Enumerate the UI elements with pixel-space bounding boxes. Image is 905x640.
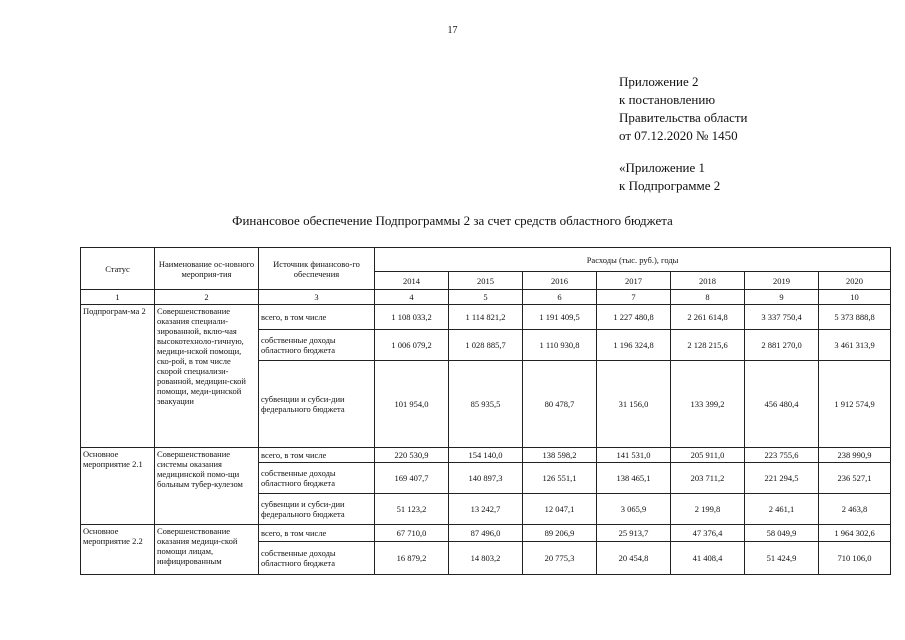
value-cell: 220 530,9 (375, 448, 449, 463)
annex-line-3: Правительства области (619, 110, 748, 125)
header-year: 2015 (449, 272, 523, 290)
source-cell: субвенции и субси-дии федерального бюджета (259, 361, 375, 448)
source-cell: всего, в том числе (259, 448, 375, 463)
value-cell: 20 775,3 (523, 542, 597, 575)
value-cell: 140 897,3 (449, 463, 523, 494)
value-cell: 89 206,9 (523, 525, 597, 542)
value-cell: 238 990,9 (819, 448, 891, 463)
value-cell: 58 049,9 (745, 525, 819, 542)
value-cell: 101 954,0 (375, 361, 449, 448)
value-cell: 221 294,5 (745, 463, 819, 494)
value-cell: 41 408,4 (671, 542, 745, 575)
column-index: 7 (597, 290, 671, 305)
value-cell: 51 424,9 (745, 542, 819, 575)
header-year: 2014 (375, 272, 449, 290)
value-cell: 25 913,7 (597, 525, 671, 542)
value-cell: 20 454,8 (597, 542, 671, 575)
value-cell: 51 123,2 (375, 494, 449, 525)
value-cell: 1 114 821,2 (449, 305, 523, 330)
value-cell: 1 191 409,5 (523, 305, 597, 330)
measure-name-cell: Совершенствование системы оказания медицинской помо-щи больным тубер-кулезом (155, 448, 259, 525)
value-cell: 2 261 614,8 (671, 305, 745, 330)
table-row (81, 525, 891, 542)
source-cell: собственные доходы областного бюджета (259, 330, 375, 361)
value-cell: 126 551,1 (523, 463, 597, 494)
value-cell: 141 531,0 (597, 448, 671, 463)
value-cell: 12 047,1 (523, 494, 597, 525)
header-year: 2017 (597, 272, 671, 290)
table-row (81, 305, 891, 330)
value-cell: 2 199,8 (671, 494, 745, 525)
source-cell: всего, в том числе (259, 305, 375, 330)
value-cell: 3 461 313,9 (819, 330, 891, 361)
value-cell: 2 881 270,0 (745, 330, 819, 361)
value-cell: 138 598,2 (523, 448, 597, 463)
column-index: 3 (259, 290, 375, 305)
column-index: 4 (375, 290, 449, 305)
column-index: 10 (819, 290, 891, 305)
status-cell: Подпрограм-ма 2 (81, 305, 155, 448)
value-cell: 16 879,2 (375, 542, 449, 575)
header-name: Наименование ос-новного мероприя-тия (155, 248, 259, 290)
value-cell: 87 496,0 (449, 525, 523, 542)
value-cell: 205 911,0 (671, 448, 745, 463)
value-cell: 138 465,1 (597, 463, 671, 494)
column-index: 2 (155, 290, 259, 305)
value-cell: 1 006 079,2 (375, 330, 449, 361)
annex-line-1: Приложение 2 (619, 74, 699, 89)
header-status: Статус (81, 248, 155, 290)
status-cell: Основное мероприятие 2.2 (81, 525, 155, 575)
value-cell: 203 711,2 (671, 463, 745, 494)
column-index: 1 (81, 290, 155, 305)
header-row (81, 248, 891, 272)
value-cell: 1 912 574,9 (819, 361, 891, 448)
header-year: 2016 (523, 272, 597, 290)
column-index: 8 (671, 290, 745, 305)
column-index: 6 (523, 290, 597, 305)
measure-name-cell: Совершенствование оказания специали-зированной, вклю-чая высокотехноло-гичную, медици-нской помощи, ско-рой, в том числе скорой специализи-рованной, медицин-ской помощи, меди-цинской эвакуации (155, 305, 259, 448)
page-number: 17 (447, 25, 458, 36)
source-cell: собственные доходы областного бюджета (259, 542, 375, 575)
value-cell: 1 108 033,2 (375, 305, 449, 330)
source-cell: собственные доходы областного бюджета (259, 463, 375, 494)
annex-gap (619, 145, 748, 159)
column-index-row (81, 290, 891, 305)
header-year: 2019 (745, 272, 819, 290)
source-cell: всего, в том числе (259, 525, 375, 542)
value-cell: 2 461,1 (745, 494, 819, 525)
value-cell: 236 527,1 (819, 463, 891, 494)
value-cell: 154 140,0 (449, 448, 523, 463)
value-cell: 223 755,6 (745, 448, 819, 463)
financing-table (80, 247, 891, 575)
annex-line-5: «Приложение 1 (619, 160, 706, 175)
value-cell: 5 373 888,8 (819, 305, 891, 330)
document-title: Финансовое обеспечение Подпрограммы 2 за счет средств областного бюджета (232, 213, 673, 228)
column-index: 5 (449, 290, 523, 305)
value-cell: 1 196 324,8 (597, 330, 671, 361)
value-cell: 31 156,0 (597, 361, 671, 448)
annex-line-6: к Подпрограмме 2 (619, 178, 721, 193)
value-cell: 710 106,0 (819, 542, 891, 575)
status-cell: Основное мероприятие 2.1 (81, 448, 155, 525)
value-cell: 2 128 215,6 (671, 330, 745, 361)
header-year: 2020 (819, 272, 891, 290)
value-cell: 1 227 480,8 (597, 305, 671, 330)
value-cell: 85 935,5 (449, 361, 523, 448)
value-cell: 1 110 930,8 (523, 330, 597, 361)
value-cell: 169 407,7 (375, 463, 449, 494)
value-cell: 133 399,2 (671, 361, 745, 448)
value-cell: 1 028 885,7 (449, 330, 523, 361)
source-cell: субвенции и субси-дии федерального бюджета (259, 494, 375, 525)
header-year: 2018 (671, 272, 745, 290)
value-cell: 3 065,9 (597, 494, 671, 525)
annex-line-4: от 07.12.2020 № 1450 (619, 128, 738, 143)
table-row (81, 448, 891, 463)
value-cell: 456 480,4 (745, 361, 819, 448)
value-cell: 1 964 302,6 (819, 525, 891, 542)
header-expenses: Расходы (тыс. руб.), годы (375, 248, 891, 272)
value-cell: 3 337 750,4 (745, 305, 819, 330)
annex-line-2: к постановлению (619, 92, 716, 107)
measure-name-cell: Совершенствование оказания медици-ской помощи лицам, инфицированным (155, 525, 259, 575)
annex-block (619, 73, 748, 195)
value-cell: 2 463,8 (819, 494, 891, 525)
column-index: 9 (745, 290, 819, 305)
value-cell: 14 803,2 (449, 542, 523, 575)
value-cell: 67 710,0 (375, 525, 449, 542)
value-cell: 47 376,4 (671, 525, 745, 542)
value-cell: 80 478,7 (523, 361, 597, 448)
value-cell: 13 242,7 (449, 494, 523, 525)
header-source: Источник финансово-го обеспечения (259, 248, 375, 290)
